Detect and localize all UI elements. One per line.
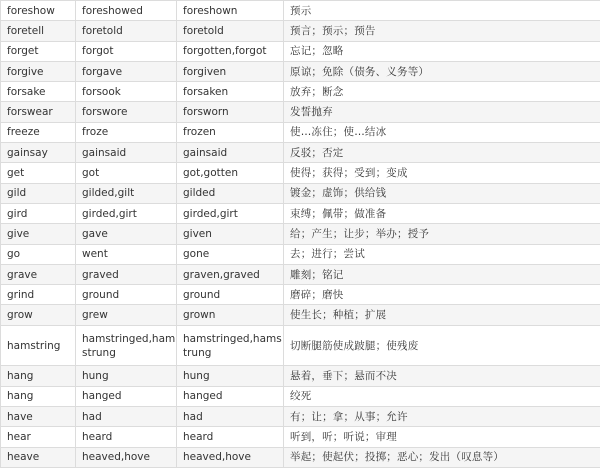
meaning-cell: 使…冻住；使…结冰 [284, 122, 600, 142]
past-tense-cell: grew [76, 305, 177, 325]
past-tense-cell: forgot [76, 41, 177, 61]
table-row [1, 264, 600, 284]
past-participle-cell: hung [177, 366, 284, 386]
past-tense-cell: girded,girt [76, 203, 177, 223]
base-form-cell: go [1, 244, 76, 264]
base-form-cell: foretell [1, 21, 76, 41]
past-participle-cell: heaved,hove [177, 447, 284, 467]
past-tense-cell: heard [76, 427, 177, 447]
base-form-cell: forgive [1, 61, 76, 81]
table-row [1, 41, 600, 61]
past-participle-cell: forsworn [177, 102, 284, 122]
meaning-cell: 反驳；否定 [284, 143, 600, 163]
base-form-cell: hamstring [1, 325, 76, 366]
table-row [1, 21, 600, 41]
base-form-cell: grow [1, 305, 76, 325]
past-tense-cell: foretold [76, 21, 177, 41]
base-form-cell: grave [1, 264, 76, 284]
past-participle-cell: graven,graved [177, 264, 284, 284]
meaning-cell: 预言；预示；预告 [284, 21, 600, 41]
table-row [1, 82, 600, 102]
past-participle-cell: hamstringed,hamstrung [177, 325, 284, 366]
meaning-cell: 使得；获得；受到；变成 [284, 163, 600, 183]
past-tense-cell: foreshowed [76, 1, 177, 21]
past-tense-cell: gainsaid [76, 143, 177, 163]
meaning-cell: 磨碎；磨快 [284, 285, 600, 305]
past-participle-cell: gainsaid [177, 143, 284, 163]
meaning-cell: 切断腿筋使成跛腿；使残废 [284, 325, 600, 366]
past-participle-cell: girded,girt [177, 203, 284, 223]
past-participle-cell: got,gotten [177, 163, 284, 183]
past-participle-cell: forgotten,forgot [177, 41, 284, 61]
past-participle-cell: forgiven [177, 61, 284, 81]
past-tense-cell: ground [76, 285, 177, 305]
base-form-cell: grind [1, 285, 76, 305]
meaning-cell: 去；进行；尝试 [284, 244, 600, 264]
verb-table-body [1, 1, 600, 468]
table-row [1, 406, 600, 426]
table-row [1, 366, 600, 386]
base-form-cell: foreshow [1, 1, 76, 21]
base-form-cell: get [1, 163, 76, 183]
base-form-cell: have [1, 406, 76, 426]
table-row [1, 102, 600, 122]
meaning-cell: 悬着，垂下；悬而不决 [284, 366, 600, 386]
base-form-cell: hang [1, 366, 76, 386]
meaning-cell: 绞死 [284, 386, 600, 406]
table-row [1, 325, 600, 366]
base-form-cell: forswear [1, 102, 76, 122]
base-form-cell: gird [1, 203, 76, 223]
past-tense-cell: graved [76, 264, 177, 284]
table-row [1, 224, 600, 244]
past-participle-cell: heard [177, 427, 284, 447]
past-participle-cell: grown [177, 305, 284, 325]
meaning-cell: 给；产生；让步；举办；授予 [284, 224, 600, 244]
past-participle-cell: frozen [177, 122, 284, 142]
table-row [1, 122, 600, 142]
past-tense-cell: forgave [76, 61, 177, 81]
table-row [1, 427, 600, 447]
table-row [1, 244, 600, 264]
table-row [1, 386, 600, 406]
past-participle-cell: hanged [177, 386, 284, 406]
meaning-cell: 听到，听；听说；审理 [284, 427, 600, 447]
base-form-cell: hang [1, 386, 76, 406]
base-form-cell: forget [1, 41, 76, 61]
table-row [1, 61, 600, 81]
past-tense-cell: forsook [76, 82, 177, 102]
base-form-cell: gild [1, 183, 76, 203]
base-form-cell: heave [1, 447, 76, 467]
past-participle-cell: gilded [177, 183, 284, 203]
meaning-cell: 束缚；佩带；做准备 [284, 203, 600, 223]
past-tense-cell: forswore [76, 102, 177, 122]
meaning-cell: 有；让；拿；从事；允许 [284, 406, 600, 426]
meaning-cell: 使生长；种植；扩展 [284, 305, 600, 325]
meaning-cell: 举起；使起伏；投掷；恶心；发出（叹息等） [284, 447, 600, 467]
past-tense-cell: heaved,hove [76, 447, 177, 467]
past-tense-cell: hung [76, 366, 177, 386]
table-row [1, 305, 600, 325]
past-tense-cell: got [76, 163, 177, 183]
base-form-cell: hear [1, 427, 76, 447]
table-row [1, 163, 600, 183]
past-participle-cell: ground [177, 285, 284, 305]
past-tense-cell: hanged [76, 386, 177, 406]
table-row [1, 183, 600, 203]
past-tense-cell: hamstringed,hamstrung [76, 325, 177, 366]
meaning-cell: 发誓抛弃 [284, 102, 600, 122]
past-participle-cell: forsaken [177, 82, 284, 102]
base-form-cell: gainsay [1, 143, 76, 163]
past-tense-cell: went [76, 244, 177, 264]
meaning-cell: 雕刻；铭记 [284, 264, 600, 284]
table-row [1, 1, 600, 21]
meaning-cell: 镀金；虚饰；供给钱 [284, 183, 600, 203]
meaning-cell: 预示 [284, 1, 600, 21]
past-participle-cell: had [177, 406, 284, 426]
base-form-cell: give [1, 224, 76, 244]
table-row [1, 143, 600, 163]
past-tense-cell: had [76, 406, 177, 426]
table-row [1, 203, 600, 223]
past-tense-cell: gilded,gilt [76, 183, 177, 203]
meaning-cell: 忘记；忽略 [284, 41, 600, 61]
past-participle-cell: foreshown [177, 1, 284, 21]
past-participle-cell: foretold [177, 21, 284, 41]
base-form-cell: forsake [1, 82, 76, 102]
past-participle-cell: gone [177, 244, 284, 264]
table-row [1, 447, 600, 467]
base-form-cell: freeze [1, 122, 76, 142]
past-participle-cell: given [177, 224, 284, 244]
table-row [1, 285, 600, 305]
past-tense-cell: gave [76, 224, 177, 244]
past-tense-cell: froze [76, 122, 177, 142]
meaning-cell: 原谅；免除（债务、义务等） [284, 61, 600, 81]
meaning-cell: 放弃；断念 [284, 82, 600, 102]
